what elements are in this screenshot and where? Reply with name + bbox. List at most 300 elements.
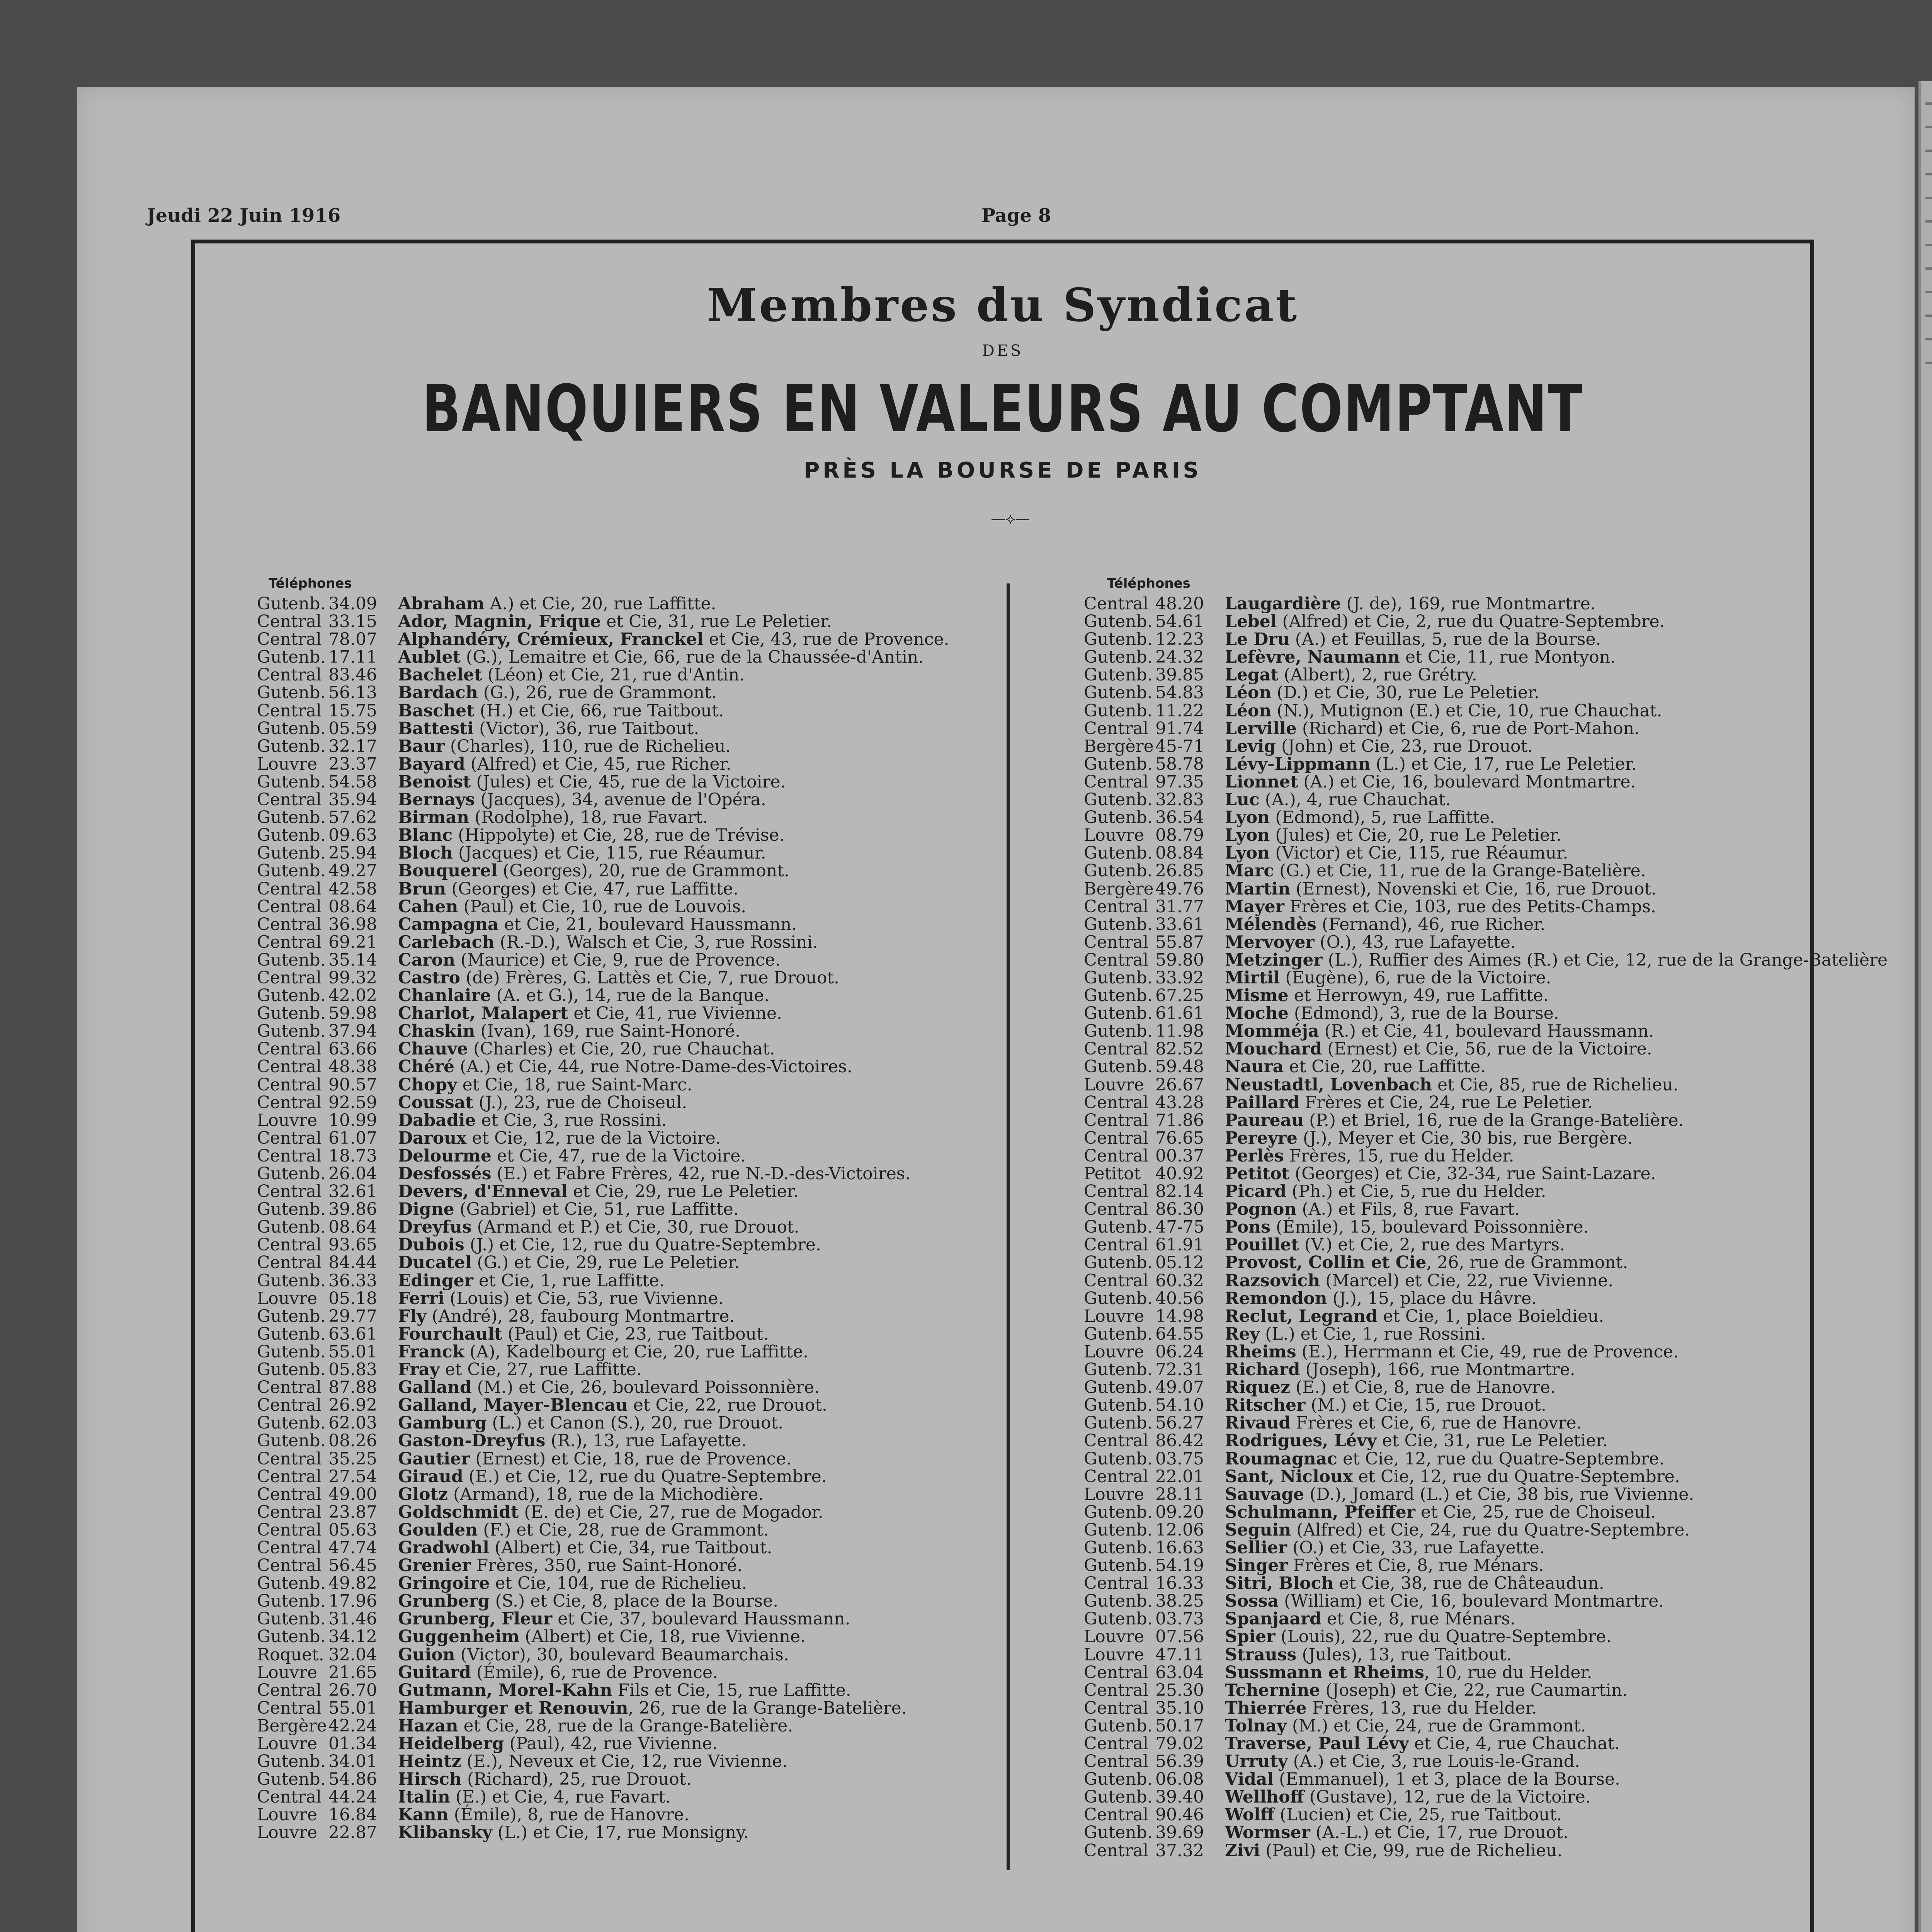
- phone-number: 59.98: [328, 1003, 377, 1024]
- exchange-name: Bergère: [1084, 879, 1154, 899]
- member-address: et Cie, 43, rue de Provence.: [703, 629, 949, 650]
- exchange-name: Central: [257, 1680, 322, 1700]
- member-entry: [257, 1254, 1003, 1272]
- member-name: Hamburger et Renouvin: [398, 1698, 628, 1718]
- member-name: Bachelet: [398, 665, 482, 685]
- exchange-name: Gutenb.: [257, 1217, 326, 1237]
- member-address: (D.), Jomard (L.) et Cie, 38 bis, rue Vivienne.: [1304, 1484, 1694, 1504]
- member-entry: [1084, 969, 1803, 987]
- phone-number: 59.48: [1155, 1057, 1204, 1077]
- exchange-name: Central: [1084, 1092, 1149, 1112]
- member-name: Wormser: [1225, 1823, 1310, 1843]
- phone-number: 11.22: [1155, 701, 1204, 721]
- member-entry: [257, 844, 1003, 862]
- member-name: Ducatel: [398, 1253, 472, 1273]
- phone-number: 86.42: [1155, 1431, 1204, 1451]
- phone-number: 54.86: [328, 1769, 377, 1789]
- exchange-name: Gutenb.: [257, 1413, 326, 1433]
- members-column-left: [257, 595, 1003, 1842]
- member-name: Tolnay: [1225, 1716, 1287, 1736]
- member-name: Schulmann, Pfeiffer: [1225, 1502, 1415, 1522]
- exchange-name: Gutenb.: [1084, 1787, 1153, 1807]
- phone-number: 38.25: [1155, 1591, 1204, 1611]
- member-entry: [1084, 1450, 1803, 1468]
- member-address: (E.) et Fabre Frères, 42, rue N.-D.-des-Victoires.: [491, 1164, 911, 1184]
- member-address: (N.), Mutignon (E.) et Cie, 10, rue Chauchat.: [1271, 701, 1662, 721]
- member-name: Carlebach: [398, 932, 495, 952]
- phone-number: 40.92: [1155, 1164, 1204, 1184]
- member-entry: [257, 1129, 1003, 1147]
- exchange-name: Central: [1084, 896, 1149, 917]
- exchange-name: Petitot: [1084, 1164, 1141, 1184]
- exchange-name: Gutenb.: [1084, 1769, 1153, 1789]
- exchange-name: Central: [1084, 594, 1149, 614]
- member-name: Gutmann, Morel-Kahn: [398, 1680, 612, 1700]
- member-name: Chanlaire: [398, 986, 491, 1006]
- phone-number: 57.62: [328, 808, 377, 828]
- phone-number: 35.25: [328, 1449, 377, 1469]
- member-entry: [1084, 1058, 1803, 1076]
- exchange-name: Bergère: [1084, 736, 1154, 756]
- exchange-name: Louvre: [257, 754, 317, 774]
- member-address: (E.) et Cie, 8, rue de Hanovre.: [1290, 1378, 1556, 1398]
- member-entry: [1084, 1503, 1803, 1521]
- exchange-name: Central: [257, 879, 322, 899]
- member-name: Wolff: [1225, 1805, 1275, 1825]
- exchange-name: Gutenb.: [1084, 1021, 1153, 1041]
- member-name: Kann: [398, 1805, 449, 1825]
- member-name: Campagna: [398, 914, 499, 934]
- phone-number: 23.37: [328, 754, 377, 774]
- member-name: Franck: [398, 1342, 464, 1362]
- member-address: (Charles), 110, rue de Richelieu.: [444, 736, 731, 756]
- member-name: Luc: [1225, 790, 1260, 810]
- member-name: Gautier: [398, 1449, 470, 1469]
- member-address: (J. de), 169, rue Montmartre.: [1341, 594, 1596, 614]
- exchange-name: Central: [257, 1092, 322, 1112]
- phone-number: 00.37: [1155, 1146, 1204, 1166]
- member-entry: [1084, 1486, 1803, 1503]
- phone-number: 83.46: [328, 665, 377, 685]
- exchange-name: Central: [1084, 1573, 1149, 1594]
- exchange-name: Central: [257, 629, 322, 650]
- exchange-name: Central: [257, 612, 322, 632]
- member-entry: [1084, 684, 1803, 702]
- exchange-name: Central: [1084, 1698, 1149, 1718]
- member-address: (O.), 43, rue Lafayette.: [1314, 932, 1516, 952]
- phone-number: 39.69: [1155, 1823, 1204, 1843]
- member-entry: [257, 773, 1003, 791]
- exchange-name: Central: [1084, 718, 1149, 738]
- member-address: Frères et Cie, 8, rue Ménars.: [1287, 1556, 1544, 1576]
- exchange-name: Louvre: [1084, 1627, 1144, 1647]
- phone-number: 86.30: [1155, 1199, 1204, 1219]
- exchange-name: Central: [257, 1466, 322, 1486]
- phone-number: 93.65: [328, 1235, 377, 1255]
- member-name: Ador, Magnin, Frique: [398, 612, 601, 632]
- member-address: (A.-L.) et Cie, 17, rue Drouot.: [1310, 1823, 1569, 1843]
- member-name: Bouquerel: [398, 861, 498, 881]
- member-address: (Ernest) et Cie, 18, rue de Provence.: [470, 1449, 792, 1469]
- member-address: et Cie, 29, rue Le Peletier.: [567, 1182, 799, 1202]
- member-address: (Albert) et Cie, 18, rue Vivienne.: [519, 1627, 806, 1647]
- member-name: Dreyfus: [398, 1217, 472, 1237]
- member-entry: [1084, 1664, 1803, 1682]
- phone-number: 39.86: [328, 1199, 377, 1219]
- member-entry: [1084, 1254, 1803, 1272]
- exchange-name: Gutenb.: [1084, 754, 1153, 774]
- exchange-name: Central: [257, 1253, 322, 1273]
- phone-number: 34.09: [328, 594, 377, 614]
- member-entry: [257, 1824, 1003, 1842]
- member-name: Caron: [398, 950, 456, 970]
- member-name: Gaston-Dreyfus: [398, 1431, 546, 1451]
- exchange-name: Gutenb.: [1084, 1823, 1153, 1843]
- member-entry: [1084, 1290, 1803, 1308]
- exchange-name: Central: [257, 1235, 322, 1255]
- member-name: Sussmann et Rheims: [1225, 1662, 1424, 1682]
- member-entry: [1084, 1147, 1803, 1165]
- member-address: (L.) et Cie, 17, rue Le Peletier.: [1370, 754, 1637, 774]
- member-name: Urruty: [1225, 1752, 1288, 1772]
- member-name: Petitot: [1225, 1164, 1289, 1184]
- exchange-name: Central: [257, 1057, 322, 1077]
- phone-number: 79.02: [1155, 1734, 1204, 1753]
- exchange-name: Central: [1084, 1680, 1149, 1700]
- member-name: Digne: [398, 1199, 454, 1219]
- member-entry: [257, 1343, 1003, 1361]
- exchange-name: Central: [257, 1128, 322, 1148]
- exchange-name: Louvre: [257, 1734, 317, 1753]
- member-address: et Herrowyn, 49, rue Laffitte.: [1288, 986, 1549, 1006]
- column-divider: [1007, 583, 1010, 1870]
- phone-number: 47.11: [1155, 1645, 1204, 1665]
- phone-number: 36.54: [1155, 808, 1204, 828]
- member-name: Cahen: [398, 896, 458, 917]
- phone-number: 12.23: [1155, 629, 1204, 650]
- member-entry: [1084, 1414, 1803, 1432]
- exchange-name: Central: [1084, 1039, 1149, 1059]
- exchange-name: Gutenb.: [1084, 647, 1153, 667]
- member-name: Glotz: [398, 1484, 448, 1504]
- phone-number: 17.11: [328, 647, 377, 667]
- member-entry: [1084, 1005, 1803, 1022]
- exchange-name: Gutenb.: [257, 1431, 326, 1451]
- phone-number: 71.86: [1155, 1110, 1204, 1130]
- syndicat-frame: [191, 240, 1888, 1932]
- phone-number: 26.92: [328, 1395, 377, 1415]
- member-name: Ritscher: [1225, 1395, 1306, 1415]
- member-name: Blanc: [398, 825, 453, 845]
- member-entry: [257, 1290, 1003, 1308]
- member-entry: [1084, 1628, 1803, 1646]
- member-name: Hazan: [398, 1716, 458, 1736]
- exchange-name: Gutenb.: [257, 1591, 326, 1611]
- member-entry: [1084, 773, 1803, 791]
- exchange-name: Gutenb.: [257, 1627, 326, 1647]
- phone-number: 76.65: [1155, 1128, 1204, 1148]
- member-address: et Cie, 21, boulevard Haussmann.: [498, 914, 797, 934]
- phone-number: 49.27: [328, 861, 377, 881]
- phone-number: 55.01: [328, 1342, 377, 1362]
- phone-number: 32.04: [328, 1645, 377, 1665]
- phone-number: 31.46: [328, 1609, 377, 1629]
- member-address: (Richard) et Cie, 6, rue de Port-Mahon.: [1296, 718, 1640, 738]
- member-entry: [257, 1468, 1003, 1486]
- phone-number: 40.56: [1155, 1288, 1204, 1308]
- phone-number: 54.19: [1155, 1556, 1204, 1576]
- exchange-name: Gutenb.: [1084, 914, 1153, 934]
- member-entry: [1084, 1022, 1803, 1040]
- member-entry: [1084, 950, 1888, 970]
- member-address: (Georges) et Cie, 32-34, rue Saint-Lazare.: [1289, 1164, 1656, 1184]
- exchange-name: Louvre: [1084, 1484, 1144, 1504]
- phone-number: 82.14: [1155, 1182, 1204, 1202]
- phone-number: 42.24: [328, 1716, 377, 1736]
- phone-number: 22.87: [328, 1823, 377, 1843]
- member-address: (Louis), 22, rue du Quatre-Septembre.: [1275, 1627, 1612, 1647]
- member-entry: [257, 1432, 1003, 1450]
- member-entry: [257, 809, 1003, 827]
- member-entry: [257, 1646, 1003, 1664]
- member-address: (Louis) et Cie, 53, rue Vivienne.: [444, 1288, 724, 1308]
- exchange-name: Gutenb.: [1084, 612, 1153, 632]
- member-address: et Cie, 4, rue Chauchat.: [1408, 1734, 1620, 1753]
- member-address: et Cie, 18, rue Saint-Marc.: [457, 1075, 692, 1095]
- phone-number: 55.01: [328, 1698, 377, 1718]
- member-address: (André), 28, faubourg Montmartre.: [426, 1306, 735, 1326]
- member-address: (Joseph), 166, rue Montmartre.: [1300, 1360, 1575, 1380]
- member-entry: [1084, 1646, 1803, 1664]
- exchange-name: Louvre: [257, 1805, 317, 1825]
- member-entry: [1084, 738, 1803, 755]
- member-name: Fourchault: [398, 1324, 502, 1344]
- member-name: Sitri, Bloch: [1225, 1573, 1334, 1594]
- phone-number: 17.96: [328, 1591, 377, 1611]
- phone-number: 44.24: [328, 1787, 377, 1807]
- member-address: et Cie, 47, rue de la Victoire.: [491, 1146, 746, 1166]
- exchange-name: Gutenb.: [1084, 665, 1153, 685]
- exchange-name: Gutenb.: [257, 1306, 326, 1326]
- member-entry: [1084, 1824, 1803, 1842]
- member-entry: [257, 595, 1003, 613]
- member-entry: [257, 1058, 1003, 1076]
- member-address: et Cie, 25, rue de Choiseul.: [1415, 1502, 1656, 1522]
- member-address: (H.) et Cie, 66, rue Taitbout.: [474, 701, 724, 721]
- member-entry: [257, 951, 1003, 969]
- exchange-name: Gutenb.: [257, 808, 326, 828]
- member-name: Pereyre: [1225, 1128, 1298, 1148]
- phone-number: 25.30: [1155, 1680, 1204, 1700]
- member-address: (Ph.) et Cie, 5, rue du Helder.: [1286, 1182, 1546, 1202]
- exchange-name: Gutenb.: [1084, 968, 1153, 988]
- member-entry: [257, 1575, 1003, 1592]
- member-address: Frères et Cie, 24, rue Le Peletier.: [1299, 1092, 1593, 1112]
- phone-number: 47.74: [328, 1537, 377, 1558]
- phone-number: 26.04: [328, 1164, 377, 1184]
- phone-number: 84.44: [328, 1253, 377, 1273]
- exchange-name: Central: [257, 914, 322, 934]
- member-entry: [257, 1325, 1003, 1343]
- exchange-name: Gutenb.: [257, 1021, 326, 1041]
- member-name: Mirtil: [1225, 968, 1280, 988]
- member-address: (P.) et Briel, 16, rue de la Grange-Batelière.: [1304, 1110, 1684, 1130]
- phone-number: 11.98: [1155, 1021, 1204, 1041]
- phone-number: 28.11: [1155, 1484, 1204, 1504]
- member-entry: [257, 738, 1003, 755]
- member-address: (Jules) et Cie, 20, rue Le Peletier.: [1270, 825, 1562, 845]
- phone-number: 50.17: [1155, 1716, 1204, 1736]
- member-address: et Cie, 104, rue de Richelieu.: [490, 1573, 747, 1594]
- phone-number: 39.40: [1155, 1787, 1204, 1807]
- member-entry: [257, 1379, 1003, 1396]
- page-number: Page 8: [981, 205, 1051, 226]
- member-address: (Jules) et Cie, 45, rue de la Victoire.: [471, 772, 786, 792]
- member-entry: [257, 1201, 1003, 1218]
- member-entry: [257, 916, 1003, 934]
- member-address: et Cie, 38, rue de Châteaudun.: [1333, 1573, 1604, 1594]
- member-name: Le Dru: [1225, 629, 1290, 650]
- exchange-name: Gutenb.: [1084, 1288, 1153, 1308]
- phone-number: 08.84: [1155, 843, 1204, 863]
- member-name: Guion: [398, 1645, 455, 1665]
- exchange-name: Gutenb.: [257, 1199, 326, 1219]
- member-entry: [257, 1717, 1003, 1735]
- member-entry: [1084, 1575, 1803, 1592]
- member-entry: [257, 791, 1003, 809]
- member-name: Grunberg, Fleur: [398, 1609, 553, 1629]
- phone-number: 49.76: [1155, 879, 1204, 899]
- phone-number: 56.45: [328, 1556, 377, 1576]
- phone-number: 56.39: [1155, 1752, 1204, 1772]
- member-address: Frères, 350, rue Saint-Honoré.: [471, 1556, 743, 1576]
- exchange-name: Gutenb.: [1084, 1360, 1153, 1380]
- member-name: Wellhoff: [1225, 1787, 1304, 1807]
- member-address: (Jacques) et Cie, 115, rue Réaumur.: [453, 843, 766, 863]
- member-name: Charlot, Malapert: [398, 1003, 568, 1024]
- member-name: Metzinger: [1225, 950, 1323, 970]
- member-entry: [257, 1308, 1003, 1325]
- exchange-name: Gutenb.: [1084, 1217, 1153, 1237]
- member-address: (Gustave), 12, rue de la Victoire.: [1304, 1787, 1591, 1807]
- member-address: Fils et Cie, 15, rue Laffitte.: [612, 1680, 851, 1700]
- phone-number: 54.58: [328, 772, 377, 792]
- member-entry: [1084, 791, 1803, 809]
- exchange-name: Gutenb.: [257, 1342, 326, 1362]
- member-entry: [1084, 1201, 1803, 1218]
- member-name: Ferri: [398, 1288, 444, 1308]
- phone-number: 05.63: [328, 1520, 377, 1540]
- exchange-name: Gutenb.: [1084, 861, 1153, 881]
- phone-number: 61.07: [328, 1128, 377, 1148]
- exchange-name: Central: [1084, 1431, 1149, 1451]
- member-entry: [1084, 1379, 1803, 1396]
- member-address: et Cie, 12, rue du Quatre-Septembre.: [1353, 1466, 1680, 1486]
- phone-number: 54.10: [1155, 1395, 1204, 1415]
- member-entry: [257, 827, 1003, 844]
- member-name: Picard: [1225, 1182, 1287, 1202]
- member-entry: [1084, 1076, 1803, 1094]
- member-name: Goldschmidt: [398, 1502, 519, 1522]
- member-name: Zivi: [1225, 1840, 1260, 1861]
- member-entry: [1084, 1753, 1803, 1770]
- member-entry: [257, 1806, 1003, 1824]
- exchange-name: Central: [1084, 1752, 1149, 1772]
- exchange-name: Gutenb.: [257, 647, 326, 667]
- phone-number: 55.87: [1155, 932, 1204, 952]
- member-address: (M.) et Cie, 15, rue Drouot.: [1305, 1395, 1546, 1415]
- member-entry: [1084, 987, 1803, 1005]
- member-address: (G.) et Cie, 11, rue de la Grange-Batelière.: [1274, 861, 1646, 881]
- member-address: (Victor), 36, rue Taitbout.: [474, 718, 699, 738]
- member-address: (E. de) et Cie, 27, rue de Mogador.: [519, 1502, 823, 1522]
- phone-number: 10.99: [328, 1110, 377, 1130]
- phone-number: 03.75: [1155, 1449, 1204, 1469]
- member-address: (E.), Neveux et Cie, 12, rue Vivienne.: [461, 1752, 788, 1772]
- member-name: Seguin: [1225, 1520, 1291, 1540]
- phone-number: 06.24: [1155, 1342, 1204, 1362]
- member-name: Galland: [398, 1378, 472, 1398]
- member-name: Alphandéry, Crémieux, Franckel: [398, 629, 704, 650]
- phone-number: 07.56: [1155, 1627, 1204, 1647]
- exchange-name: Central: [257, 1698, 322, 1718]
- member-name: Grunberg: [398, 1591, 490, 1611]
- phone-number: 29.77: [328, 1306, 377, 1326]
- exchange-name: Central: [1084, 1466, 1149, 1486]
- member-address: (John) et Cie, 23, rue Drouot.: [1276, 736, 1533, 756]
- member-entry: [1084, 1361, 1803, 1379]
- exchange-name: Central: [257, 1182, 322, 1202]
- member-entry: [257, 1682, 1003, 1699]
- exchange-name: Central: [1084, 1146, 1149, 1166]
- member-name: Rodrigues, Lévy: [1225, 1431, 1377, 1451]
- member-address: (Emmanuel), 1 et 3, place de la Bourse.: [1274, 1769, 1621, 1789]
- member-name: Battesti: [398, 718, 474, 738]
- exchange-name: Central: [1084, 1662, 1149, 1682]
- phone-number: 36.98: [328, 914, 377, 934]
- exchange-name: Gutenb.: [1084, 1253, 1153, 1273]
- member-name: Mélendès: [1225, 914, 1316, 934]
- exchange-name: Louvre: [257, 1110, 317, 1130]
- phone-number: 12.06: [1155, 1520, 1204, 1540]
- member-entry: [1084, 1308, 1803, 1325]
- member-entry: [1084, 880, 1803, 898]
- phone-number: 87.88: [328, 1378, 377, 1398]
- member-entry: [1084, 1521, 1803, 1539]
- member-address: (Armand), 18, rue de la Michodière.: [447, 1484, 764, 1504]
- member-address: (Victor), 30, boulevard Beaumarchais.: [455, 1645, 789, 1665]
- member-name: Sant, Nicloux: [1225, 1466, 1353, 1486]
- member-name: Mayer: [1225, 896, 1284, 917]
- exchange-name: Gutenb.: [257, 772, 326, 792]
- exchange-name: Central: [1084, 1182, 1149, 1202]
- adjacent-page-edge: [1918, 81, 1932, 1932]
- member-entry: [257, 1788, 1003, 1806]
- member-name: Bayard: [398, 754, 465, 774]
- member-name: Perlès: [1225, 1146, 1284, 1166]
- member-entry: [257, 613, 1003, 631]
- exchange-name: Central: [257, 1537, 322, 1558]
- phone-number: 03.73: [1155, 1609, 1204, 1629]
- exchange-name: Central: [1084, 1734, 1149, 1753]
- phone-number: 09.63: [328, 825, 377, 845]
- phone-number: 15.75: [328, 701, 377, 721]
- member-name: Hirsch: [398, 1769, 462, 1789]
- member-name: Baschet: [398, 701, 474, 721]
- member-entry: [257, 1735, 1003, 1753]
- member-address: (Paul) et Cie, 10, rue de Louvois.: [458, 896, 747, 917]
- phone-number: 36.33: [328, 1270, 377, 1291]
